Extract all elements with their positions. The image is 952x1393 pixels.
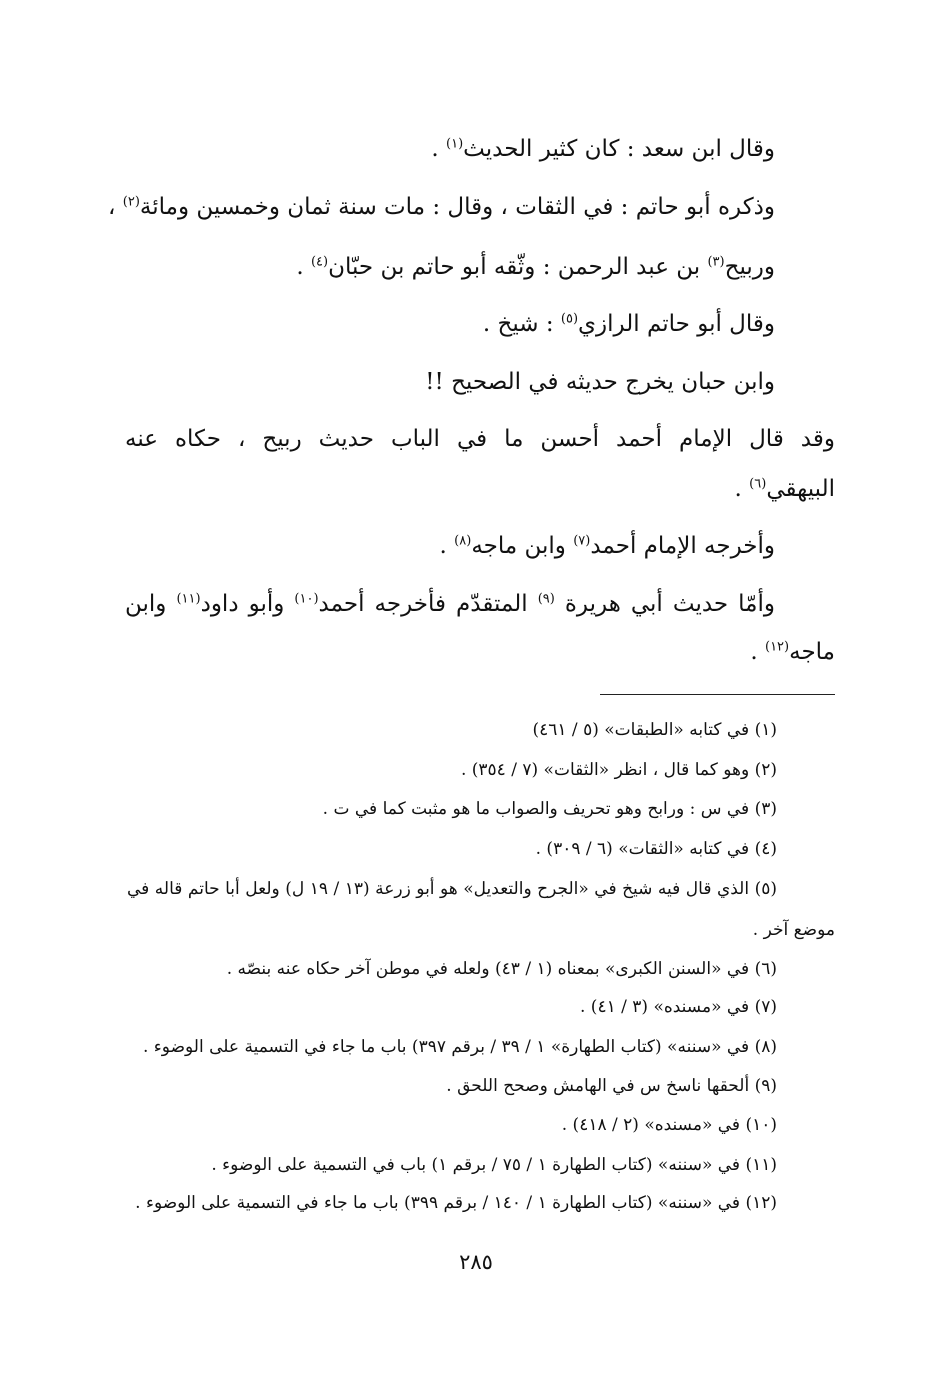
footnote-ref-4[interactable]: (٤) bbox=[310, 254, 329, 270]
footnote-5-line2: موضع آخر . bbox=[752, 920, 835, 940]
footnote-ref-12[interactable]: (١٢) bbox=[764, 639, 790, 655]
footnote-8: (٨) في «سننه» (كتاب الطهارة» ١ / ٣٩ / برقم ٣٩٧) باب ما جاء في التسمية على الوضوء . bbox=[143, 1037, 777, 1057]
footnote-ref-7[interactable]: (٧) bbox=[573, 533, 591, 549]
paragraph-akhrajahu: وأخرجه الإمام أحمد$^{(٧)}$ وابن ماجه$^{(٨)}$ . bbox=[439, 533, 775, 559]
paragraph-imam-ahmad-line2: البيهقي$^{(٦)}$ . bbox=[734, 476, 835, 502]
footnote-1: (١) في كتابه «الطبقات» (٥ / ٤٦١) bbox=[532, 720, 777, 740]
footnote-3: (٣) في س : ورابح وهو تحريف والصواب ما هو مثبت كما في ت . bbox=[322, 799, 777, 819]
paragraph-razi: وقال أبو حاتم الرازي$^{(٥)}$ : شيخ . bbox=[482, 311, 775, 337]
footnote-12: (١٢) في «سننه» (كتاب الطهارة ١ / ١٤٠ / برقم ٣٩٩) باب ما جاء في التسمية على الوضوء . bbox=[135, 1193, 777, 1213]
footnote-ref-3[interactable]: (٣) bbox=[707, 254, 725, 270]
footnote-4: (٤) في كتابه «الثقات» (٦ / ٣٠٩) . bbox=[535, 839, 777, 859]
footnote-ref-9[interactable]: (٩) bbox=[537, 591, 555, 607]
footnote-ref-11[interactable]: (١١) bbox=[176, 591, 201, 607]
footnote-separator bbox=[600, 694, 835, 695]
footnote-ref-2[interactable]: (٢) bbox=[122, 194, 140, 210]
footnote-ref-8[interactable]: (٨) bbox=[454, 533, 472, 549]
footnote-11: (١١) في «سننه» (كتاب الطهارة ١ / ٧٥ / برقم ١) باب في التسمية على الوضوء . bbox=[211, 1155, 777, 1175]
paragraph-ibn-hibban: وابن حبان يخرج حديثه في الصحيح !! bbox=[425, 369, 775, 395]
paragraph-imam-ahmad-line1: وقد قال الإمام أحمد أحسن ما في الباب حديث ربيح ، حكاه عنه bbox=[125, 426, 835, 452]
footnote-2: (٢) وهو كما قال ، انظر «الثقات» (٧ / ٣٥٤) . bbox=[460, 760, 777, 780]
footnote-ref-6[interactable]: (٦) bbox=[749, 476, 767, 492]
footnote-6: (٦) في «السنن الكبرى» بمعناه (١ / ٤٣) ولعله في موطن آخر حكاه عنه بنصّه . bbox=[226, 959, 777, 979]
footnote-9: (٩) ألحقها ناسخ س في الهامش وصحح اللحق . bbox=[446, 1076, 777, 1096]
footnote-ref-5[interactable]: (٥) bbox=[560, 311, 579, 327]
paragraph-rubayh: وربيح$^{(٣)}$ بن عبد الرحمن : وثّقه أبو حاتم بن حبّان$^{(٤)}$ . bbox=[296, 254, 775, 280]
footnote-7: (٧) في «مسنده» (٣ / ٤١) . bbox=[580, 997, 777, 1017]
paragraph-abu-hurayra-line1: وأمّا حديث أبي هريرة $^{(٩)}$ المتقدّم فأخرجه أحمد$^{(١٠)}$ وأبو داود$^{(١١)}$ وابن bbox=[125, 591, 776, 617]
footnote-10: (١٠) في «مسنده» (٢ / ٤١٨) . bbox=[561, 1115, 777, 1135]
footnote-5-line1: (٥) الذي قال فيه شيخ في «الجرح والتعديل» هو أبو زرعة (١٣ / ١٩ ل) ولعل أبا حاتم قاله في bbox=[127, 879, 777, 899]
footnote-ref-10[interactable]: (١٠) bbox=[294, 591, 319, 607]
footnote-ref-1[interactable]: (١) bbox=[446, 136, 464, 152]
paragraph-abu-hurayra-line2: ماجه$^{(١٢)}$ . bbox=[750, 639, 835, 665]
paragraph-ibn-saad: وقال ابن سعد : كان كثير الحديث$^{(١)}$ . bbox=[431, 136, 775, 162]
paragraph-abu-hatim-thiqat: وذكره أبو حاتم : في الثقات ، وقال : مات سنة ثمان وخمسين ومائة$^{(٢)}$ ، bbox=[108, 194, 775, 220]
page-number: ٢٨٥ bbox=[459, 1250, 493, 1274]
